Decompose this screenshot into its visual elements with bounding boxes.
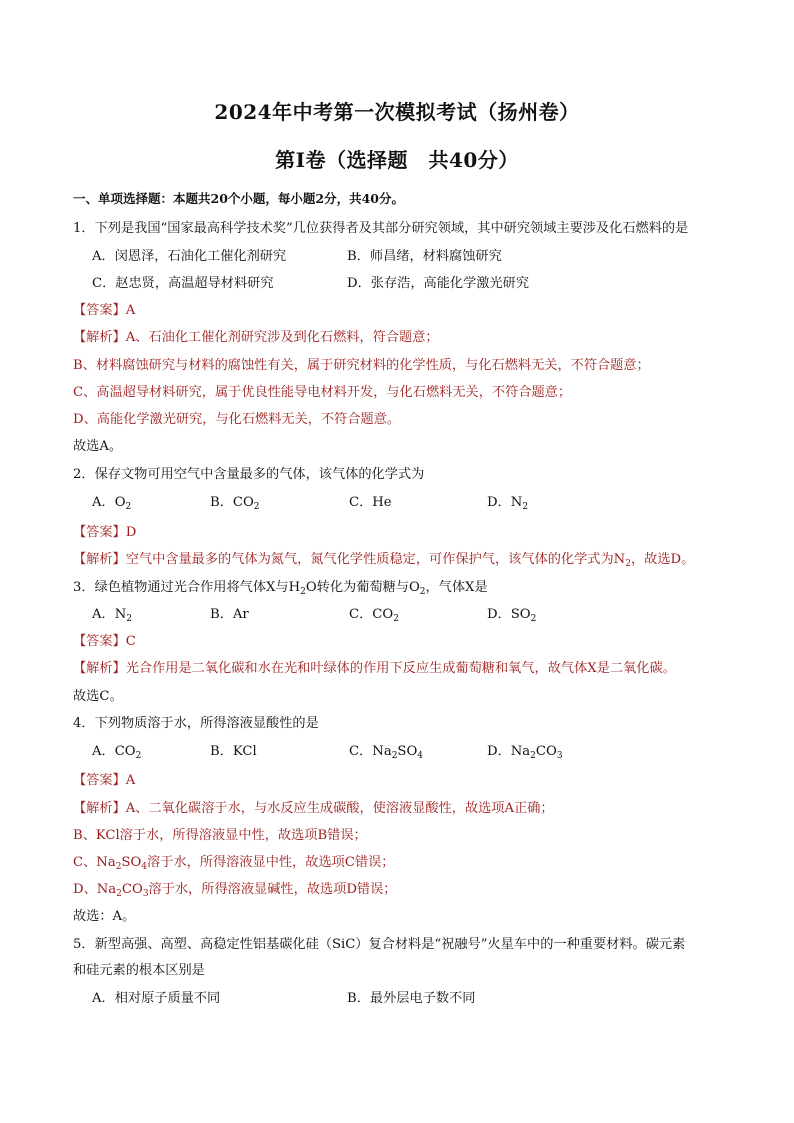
answer-value: A: [125, 773, 136, 788]
section-heading: 一、单项选择题：本题共20个小题，每小题2分，共40分。: [73, 191, 404, 206]
answer-value: A: [125, 303, 136, 318]
analysis-tag: 【解析】: [73, 330, 126, 345]
q3-stem: 3．绿色植物通过光合作用将气体X与$H_2O$转化为葡萄糖与$O_2$，气体X是: [73, 580, 488, 597]
q3-option-d: D．$SO_2$: [487, 607, 537, 624]
q2-option-a: A．$O_2$: [92, 495, 132, 512]
q2-option-b: B．$CO_2$: [210, 495, 260, 512]
analysis-tag: 【解析】: [73, 552, 126, 567]
answer-tag: 【答案】: [73, 773, 126, 788]
q1-analysis-3: C、高温超导材料研究，属于优良性能导电材料开发，与化石燃料无关，不符合题意；: [73, 385, 572, 400]
q5-option-a: A．相对原子质量不同: [92, 991, 221, 1006]
page-title: 2024年中考第一次模拟考试（扬州卷）: [214, 100, 580, 124]
q4-option-a: A．$CO_2$: [92, 744, 142, 761]
q3-conclusion: 故选C。: [73, 689, 123, 704]
q4-analysis-3: C、$Na_2SO_4$溶于水，所得溶液显中性，故选项C错误；: [73, 855, 395, 872]
q1-analysis-1: [73, 329, 439, 347]
q4-answer: [73, 772, 135, 790]
q5-option-b: B．最外层电子数不同: [347, 991, 476, 1006]
q3-answer: [73, 633, 136, 651]
page-subtitle: 第Ⅰ卷（选择题 共40分）: [275, 148, 519, 172]
q5-stem-line-2: 和硅元素的根本区别是: [73, 963, 205, 978]
q2-option-d: D．$N_2$: [487, 495, 529, 512]
answer-tag: 【答案】: [73, 634, 126, 649]
q1-option-a: A．闵恩泽，石油化工催化剂研究: [92, 249, 287, 264]
q2-analysis: 【解析】空气中含量最多的气体为氮气，氮气化学性质稳定，可作保护气，该气体的化学式为$N_2$，故选D。: [73, 552, 695, 569]
q4-option-c: C．$Na_2SO_4$: [349, 744, 424, 761]
q4-option-d: D．$Na_2CO_3$: [487, 744, 563, 761]
answer-value: C: [125, 634, 136, 649]
q2-answer: [73, 524, 136, 542]
q1-analysis-2: B、材料腐蚀研究与材料的腐蚀性有关，属于研究材料的化学性质，与化石燃料无关，不符合题意；: [73, 358, 650, 373]
q4-option-b: B．KCl: [210, 744, 257, 759]
q4-analysis-2: B、KCl溶于水，所得溶液显中性，故选项B错误；: [73, 828, 367, 843]
q3-option-a: A．$N_2$: [92, 607, 132, 624]
q3-option-b: B．Ar: [210, 607, 249, 622]
q1-stem: 1．下列是我国“国家最高科学技术奖”几位获得者及其部分研究领域，其中研究领域主要涉及化石燃料的是: [73, 221, 689, 236]
q1-option-c: C．赵忠贤，高温超导材料研究: [92, 276, 274, 291]
answer-tag: 【答案】: [73, 525, 126, 540]
q4-analysis-4: D、$Na_2CO_3$溶于水，所得溶液显碱性，故选项D错误；: [73, 882, 397, 899]
q1-option-d: D．张存浩，高能化学激光研究: [347, 276, 530, 291]
q3-analysis: 【解析】光合作用是二氧化碳和水在光和叶绿体的作用下反应生成葡萄糖和氧气，故气体X是二氧化碳。: [73, 661, 676, 676]
q1-analysis-4: D、高能化学激光研究，与化石燃料无关，不符合题意。: [73, 412, 401, 427]
q4-conclusion: 故选：A。: [73, 909, 136, 924]
q2-option-c: C．He: [349, 495, 392, 510]
q4-stem: 4．下列物质溶于水，所得溶液显酸性的是: [73, 716, 319, 731]
analysis-tag: 【解析】: [73, 661, 126, 676]
analysis-text: A、石油化工催化剂研究涉及到化石燃料，符合题意；: [125, 330, 439, 345]
q1-conclusion: 故选A。: [73, 439, 123, 454]
q1-answer: [73, 302, 135, 320]
answer-tag: 【答案】: [73, 303, 126, 318]
q3-option-c: C．$CO_2$: [349, 607, 399, 624]
q5-stem-line-1: 5．新型高强、高塑、高稳定性铝基碳化硅（SiC）复合材料是“祝融号”火星车中的一种重要材料。碳元素: [73, 937, 686, 952]
q2-stem: 2．保存文物可用空气中含量最多的气体，该气体的化学式为: [73, 467, 425, 482]
q1-option-b: B．师昌绪，材料腐蚀研究: [347, 249, 502, 264]
analysis-tag: 【解析】: [73, 801, 126, 816]
answer-value: D: [125, 525, 137, 540]
q4-analysis-1: 【解析】A、二氧化碳溶于水，与水反应生成碳酸，使溶液显酸性，故选项A正确；: [73, 801, 554, 816]
